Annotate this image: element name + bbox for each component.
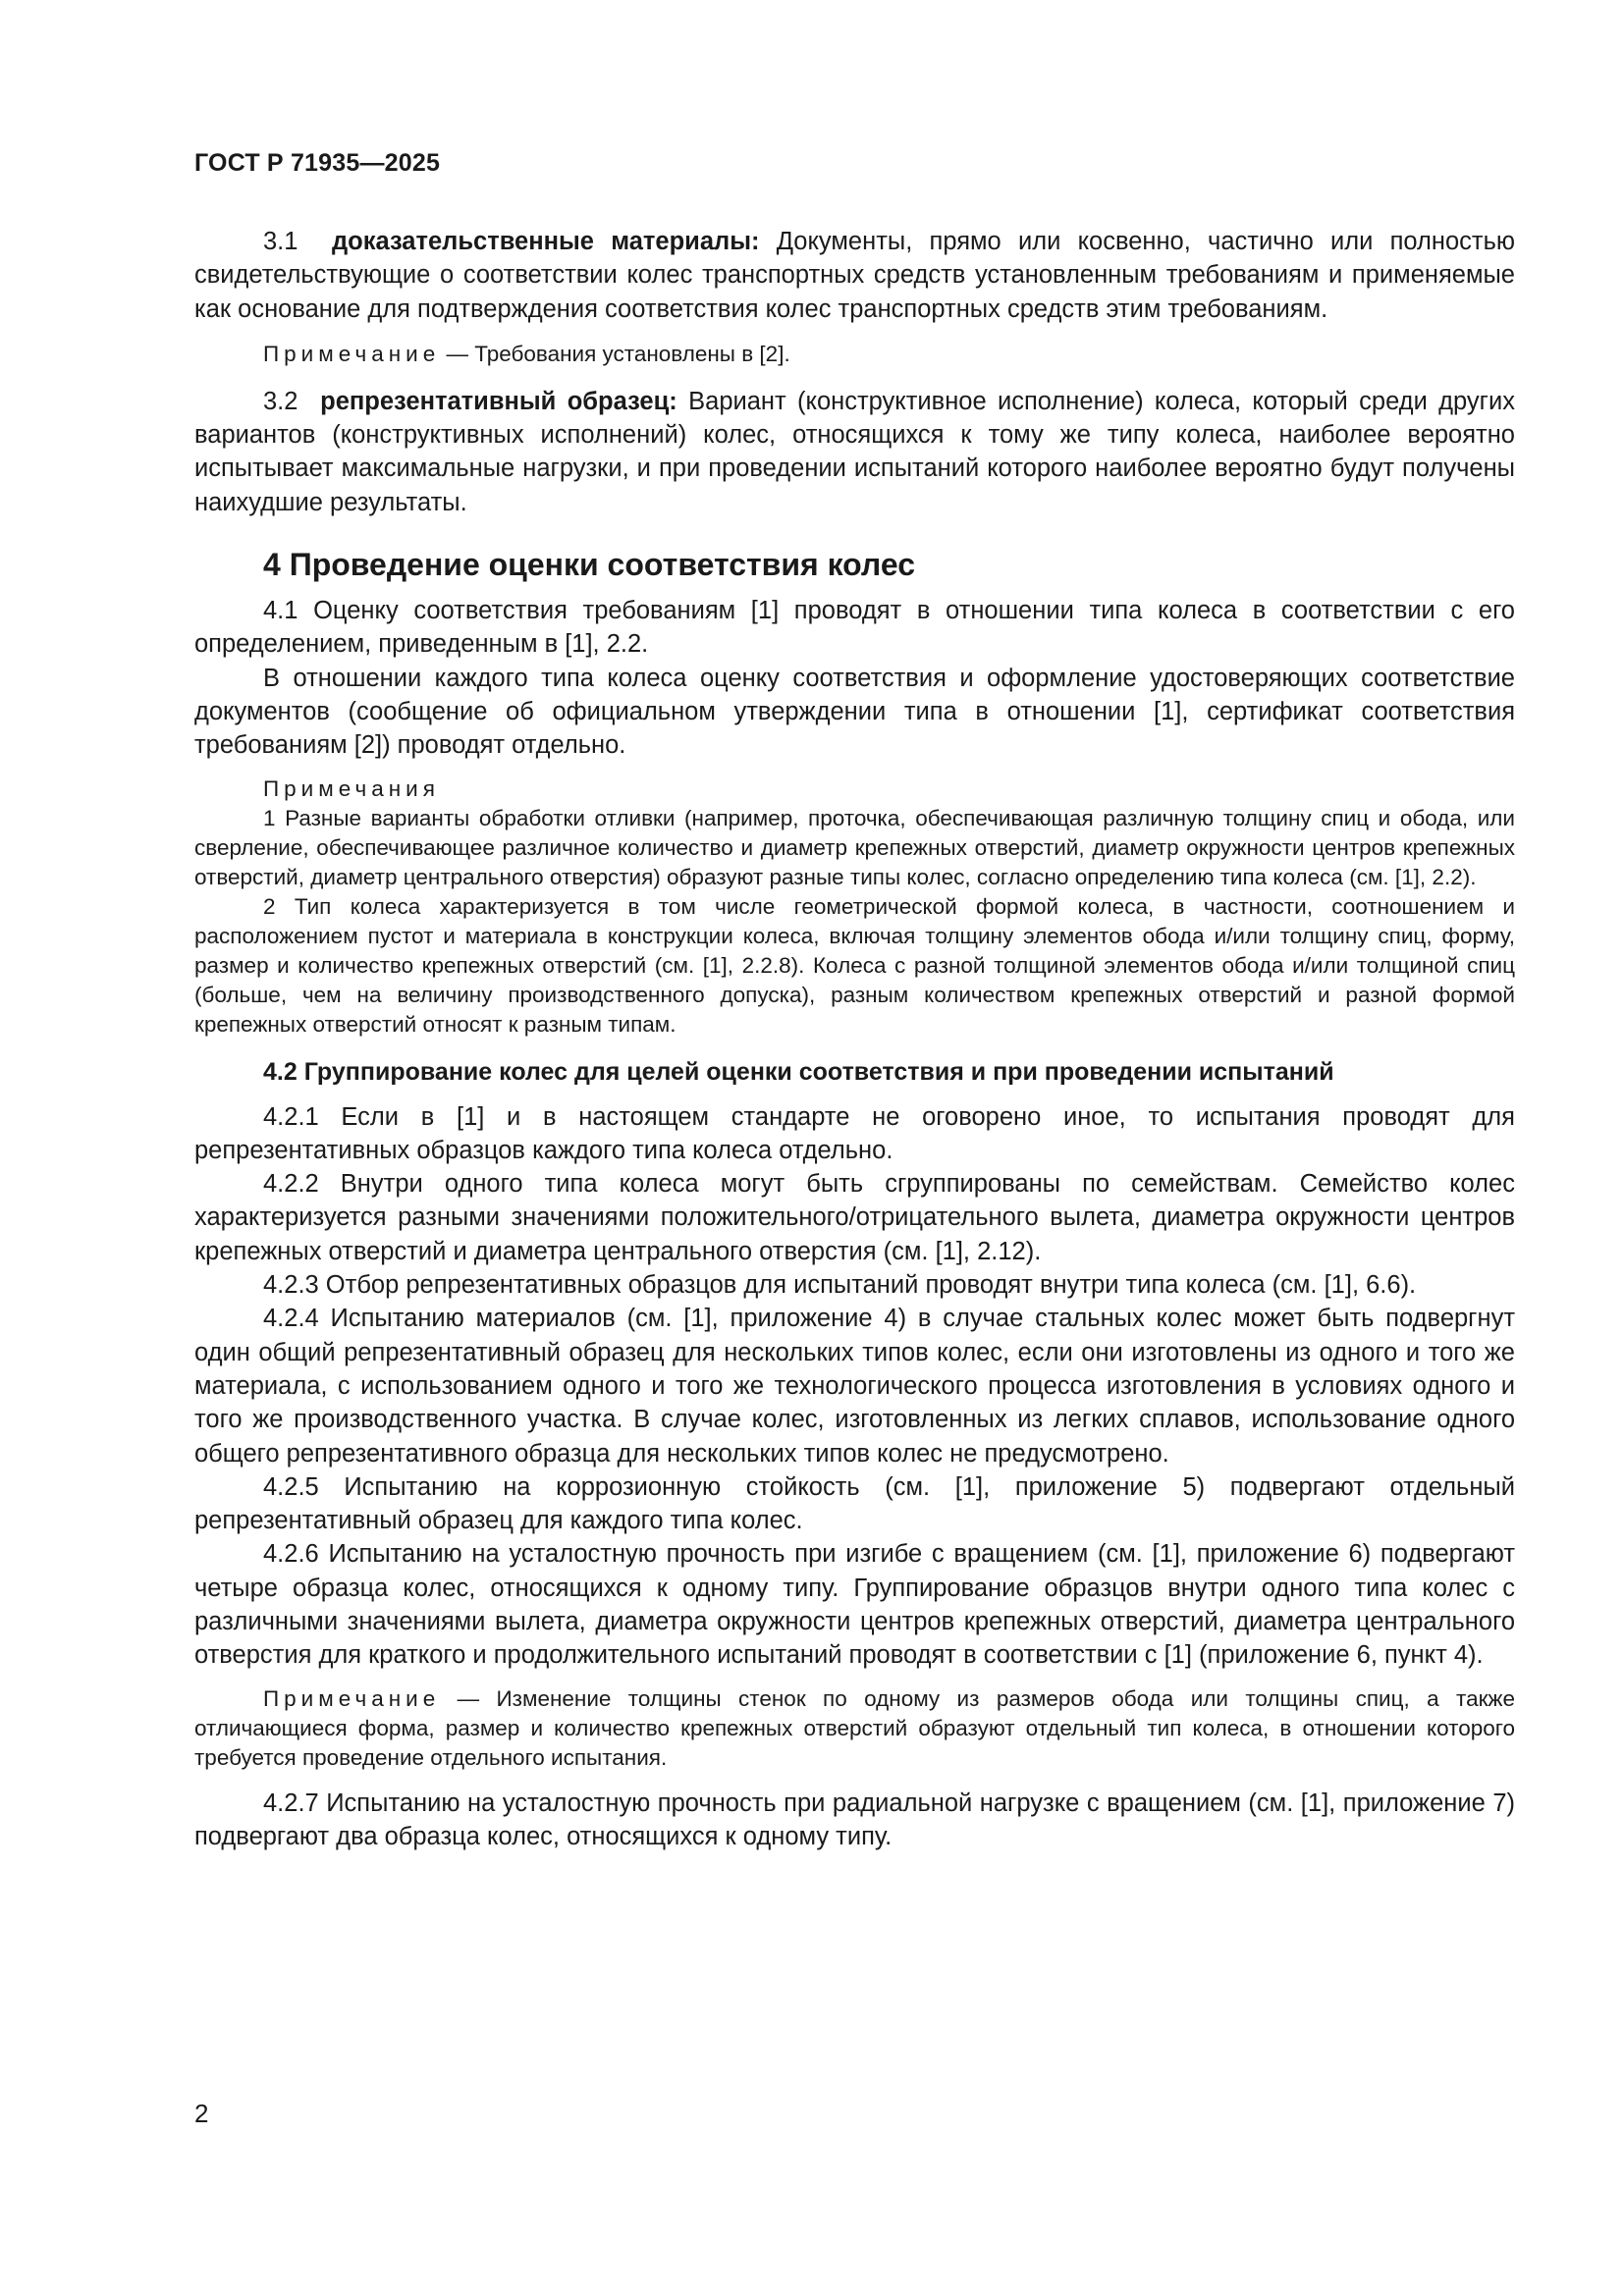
- clause-number: 3.2: [263, 387, 298, 415]
- document-body: [194, 225, 1515, 1853]
- note-4-2-6: [194, 1684, 1515, 1773]
- clause-4-2-2: 4.2.2 Внутри одного типа колеса могут быть сгруппированы по семействам. Семейство колес характеризуется разными значениями положительного/отрицательного вылета, диаметра окружности центров крепежных отверстий и диаметра центрального отверстия (см. [1], 2.12).: [194, 1170, 1515, 1265]
- clause-4-2-4: 4.2.4 Испытанию материалов (см. [1], приложение 4) в случае стальных колес может быть подвергнут один общий репрезентативный образец для нескольких типов колес, если они изготовлены из одного и того же материала, с использованием одного и того же технологического процесса изготовления в условиях одного и того же производственного участка. В случае колес, изготовленных из легких сплавов, использование одного общего репрезентативного образца для нескольких типов колес не предусмотрено.: [194, 1305, 1515, 1468]
- term: репрезентативный образец:: [320, 387, 677, 415]
- clause-4-2-7: 4.2.7 Испытанию на усталостную прочность при радиальной нагрузке с вращением (см. [1], приложение 7) подвергают два образца колес, относящихся к одному типу.: [194, 1789, 1515, 1850]
- note-1: 1 Разные варианты обработки отливки (например, проточка, обеспечивающая различную толщину спиц и обода, или сверление, обеспечивающее различное количество и диаметр крепежных отверстий, диаметр окружности центров крепежных отверстий, диаметр центрального отверстия) образуют разные типы колес, согласно определению типа колеса (см. [1], 2.2).: [194, 805, 1515, 889]
- note-text: — Изменение толщины стенок по одному из размеров обода или толщины спиц, а также отличающиеся форма, размер и количество крепежных отверстий образуют отдельный тип колеса, в отношении которого требуется проведение отдельного испытания.: [194, 1685, 1515, 1770]
- note-text: — Требования установлены в [2].: [446, 341, 790, 366]
- clause-number: 3.1: [263, 228, 298, 255]
- clause-4-2-6: 4.2.6 Испытанию на усталостную прочность при изгибе с вращением (см. [1], приложение 6) подвергают четыре образца колес, относящихся к одному типу. Группирование образцов внутри одного типа колес с различными значениями вылета, диаметра окружности центров крепежных отверстий, диаметра центрального отверстия для краткого и продолжительного испытаний проводят в соответствии с [1] (приложение 6, пункт 4).: [194, 1540, 1515, 1670]
- clause-3-2: [194, 385, 1515, 519]
- page-number: 2: [194, 2099, 209, 2128]
- clause-4-2-3: 4.2.3 Отбор репрезентативных образцов для испытаний проводят внутри типа колеса (см. [1], 6.6).: [263, 1271, 1417, 1300]
- standard-code-header: ГОСТ Р 71935—2025: [194, 149, 441, 177]
- clause-4-2-5: 4.2.5 Испытанию на коррозионную стойкость (см. [1], приложение 5) подвергают отдельный репрезентативный образец для каждого типа колес.: [194, 1472, 1515, 1535]
- clause-4-2-1: 4.2.1 Если в [1] и в настоящем стандарте не оговорено иное, то испытания проводят для репрезентативных образцов каждого типа колеса отдельно.: [194, 1102, 1515, 1164]
- subsection-4-2-title: 4.2 Группирование колес для целей оценки соответствия и при проведении испытаний: [263, 1057, 1334, 1086]
- clause-3-1: [194, 225, 1515, 326]
- note-2: 2 Тип колеса характеризуется в том числе геометрической формой колеса, в частности, соотношением и расположением пустот и материала в конструкции колеса, включая толщину элементов обода и/или толщину спиц, форму, размер и количество крепежных отверстий (см. [1], 2.2.8). Колеса с разной толщиной элементов обода и/или толщиной спиц (больше, чем на величину производственного допуска), разным количеством крепежных отверстий и разной формой крепежных отверстий относят к разным типам.: [194, 893, 1515, 1037]
- definition-text: Вариант (конструктивное исполнение) колеса, который среди других вариантов (конструктивных исполнений) колес, относящихся к тому же типу колеса, наиболее вероятно испытывает максимальные нагрузки, и при проведении испытаний которого наиболее вероятно будут получены наихудшие результаты.: [194, 387, 1515, 516]
- clause-4-1-paragraph-2: В отношении каждого типа колеса оценку соответствия и оформление удостоверяющих соответствие документов (сообщение об официальном утверждении типа в отношении [1], сертификат соответствия требованиям [2]) проводят отдельно.: [194, 664, 1515, 760]
- section-4-title: 4 Проведение оценки соответствия колес: [263, 547, 915, 583]
- note-label: Примечание: [263, 341, 441, 366]
- note-label: Примечание: [263, 1685, 441, 1711]
- term: доказательственные материалы:: [331, 228, 760, 255]
- definition-text: Документы, прямо или косвенно, частично или полностью свидетельствующие о соответствии колес транспортных средств установленным требованиям и применяемые как основание для подтверждения соответствия колес транспортных средств этим требованиям.: [194, 228, 1516, 323]
- notes-heading: Примечания: [263, 775, 440, 801]
- note-3-1: [194, 340, 1515, 369]
- clause-4-1: 4.1 Оценку соответствия требованиям [1] проводят в отношении типа колеса в соответствии с его определением, приведенным в [1], 2.2.: [194, 597, 1515, 659]
